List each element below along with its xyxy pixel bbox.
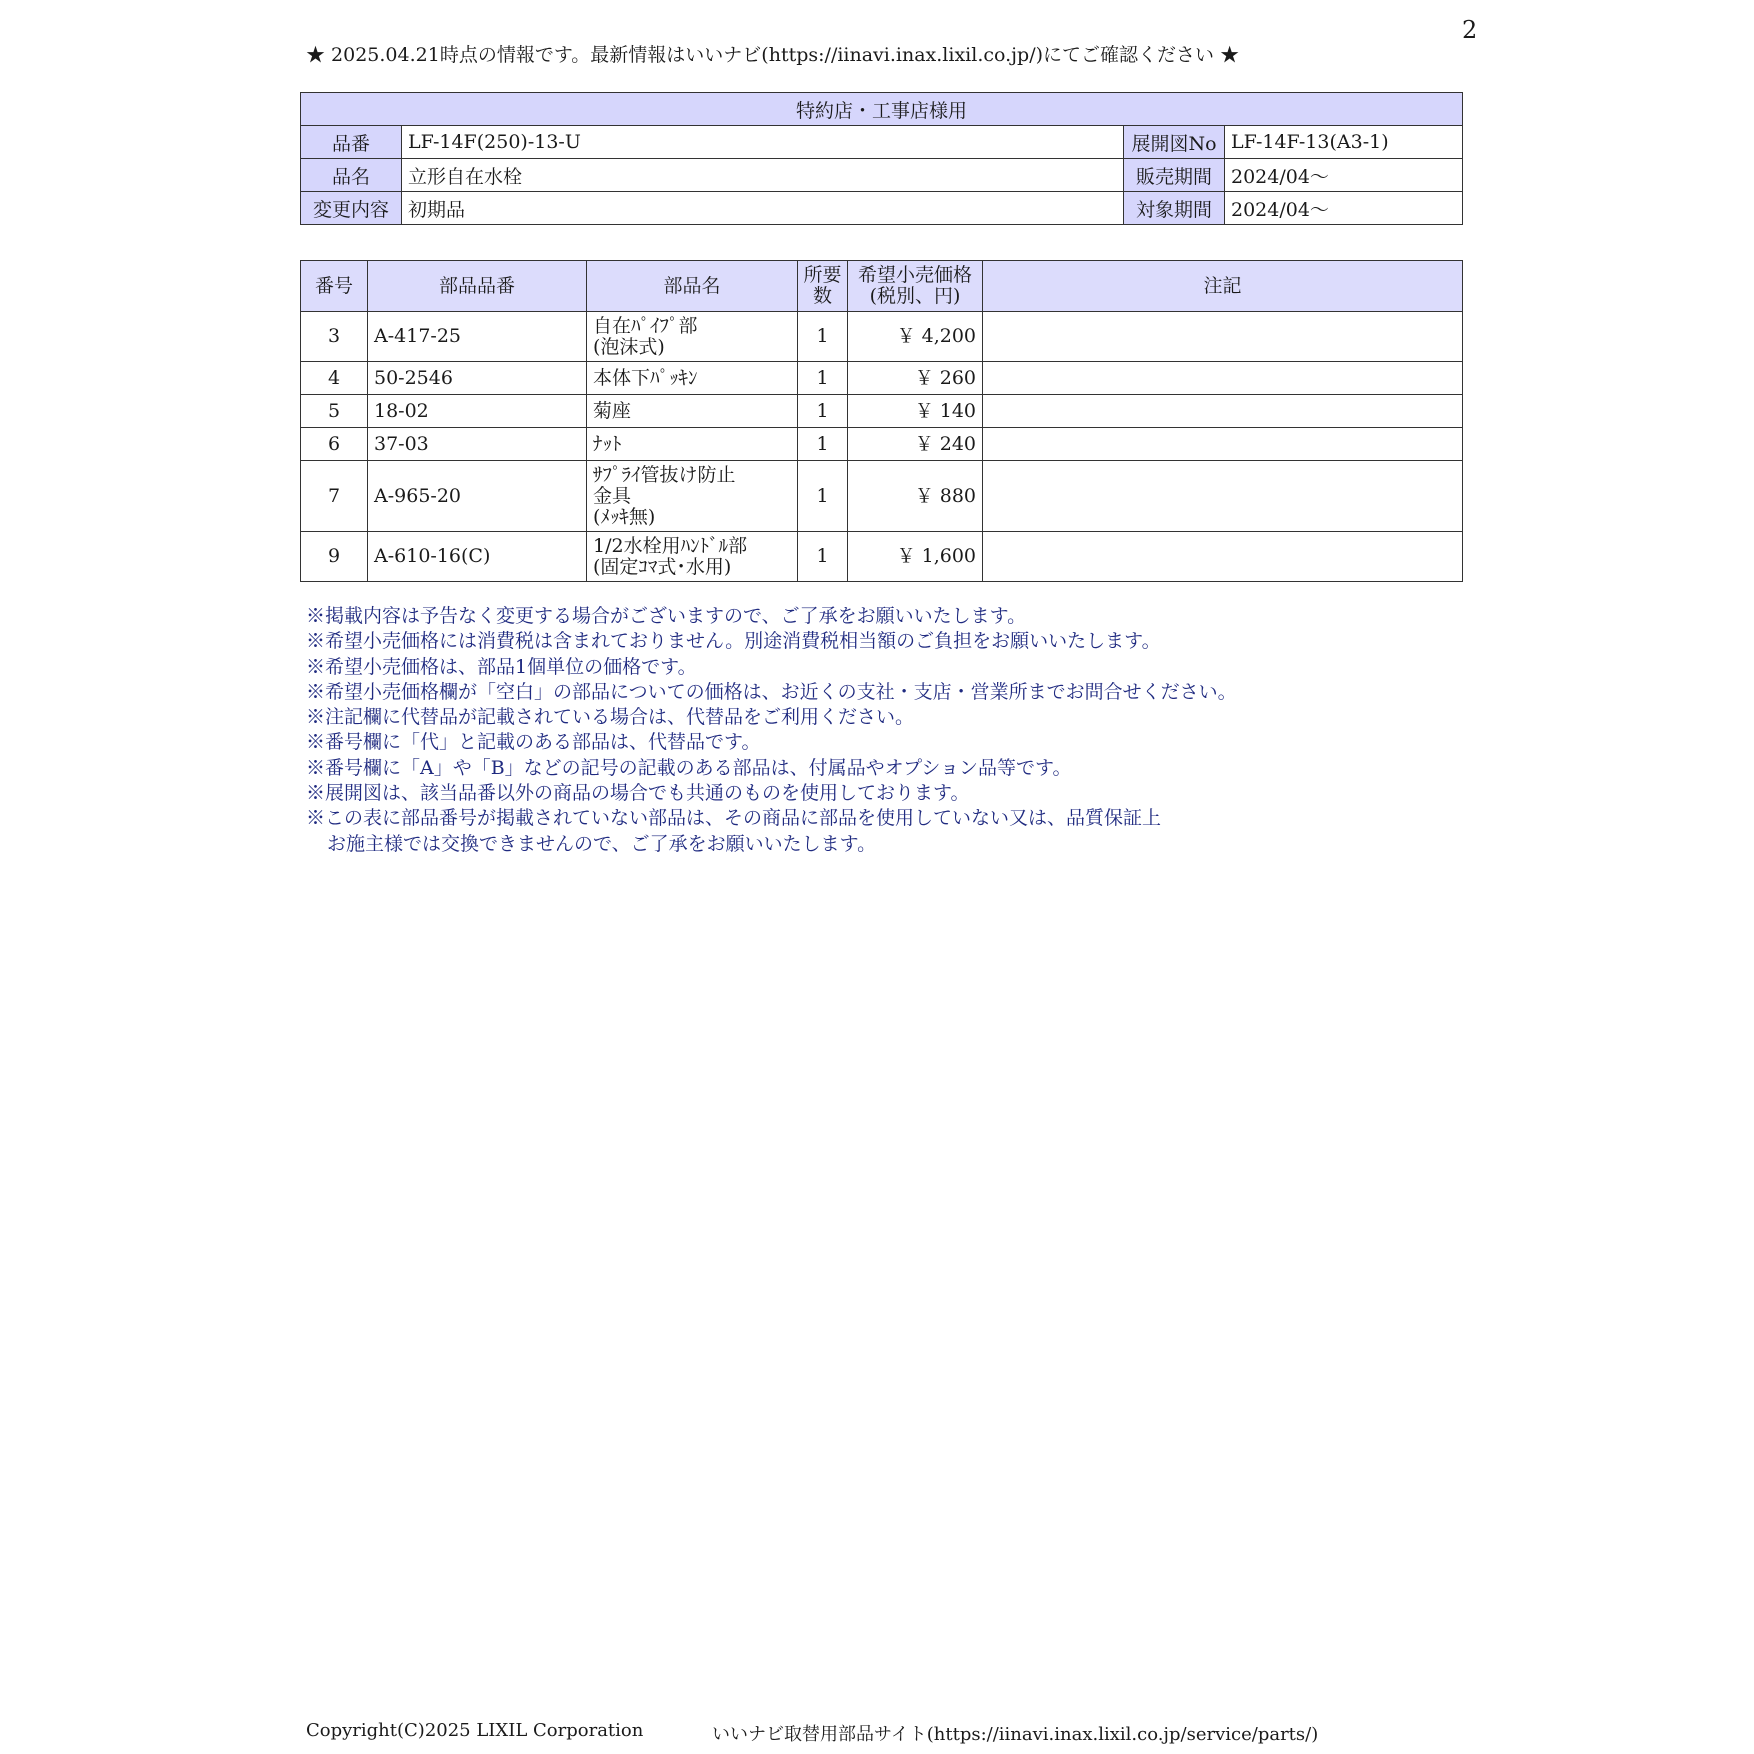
table-row [301,532,1463,582]
note-line: ※掲載内容は予告なく変更する場合がございますので、ご了承をお願いいたします。 [306,605,1027,627]
notes-section [306,604,1237,857]
row-no: 3 [301,312,368,362]
row-price: ￥ 260 [848,362,983,395]
row-part-code: A-965-20 [368,461,587,532]
row-note [983,312,1463,362]
page-number: 2 [1462,16,1478,44]
table-row [301,312,1463,362]
row-part-code: A-610-16(C) [368,532,587,582]
row-qty: 1 [798,395,848,428]
product-code-value: LF-14F(250)-13-U [402,126,1124,159]
note-line: ※希望小売価格欄が「空白」の部品についての価格は、お近くの支社・支店・営業所までお問合せください。 [306,680,1237,703]
row-note [983,395,1463,428]
diagram-no-value: LF-14F-13(A3-1) [1225,126,1463,159]
change-value: 初期品 [402,192,1124,225]
row-price: ￥ 140 [848,395,983,428]
product-code-label: 品番 [301,126,402,159]
table-row [301,428,1463,461]
row-price: ￥ 880 [848,461,983,532]
row-part-name: 本体下ﾊﾟｯｷﾝ [587,362,798,395]
row-no: 5 [301,395,368,428]
table-row [301,362,1463,395]
note-line: ※この表に部品番号が掲載されていない部品は、その商品に部品を使用していない又は、品質保証上 [306,807,1162,830]
row-no: 4 [301,362,368,395]
change-label: 変更内容 [301,192,402,225]
target-period-label: 対象期間 [1124,192,1225,225]
row-part-code: 50-2546 [368,362,587,395]
row-price: ￥ 240 [848,428,983,461]
row-part-name: 菊座 [587,395,798,428]
parts-table [300,260,1463,582]
diagram-no-label: 展開図No [1124,126,1225,159]
row-qty: 1 [798,532,848,582]
note-line: ※展開図は、該当品番以外の商品の場合でも共通のものを使用しております。 [306,782,970,805]
header-part-code: 部品品番 [368,261,587,312]
row-note [983,532,1463,582]
note-line: ※注記欄に代替品が記載されている場合は、代替品をご利用ください。 [306,706,915,729]
row-qty: 1 [798,312,848,362]
product-info-table [300,92,1463,225]
row-part-code: 37-03 [368,428,587,461]
row-part-name: ﾅｯﾄ [587,428,798,461]
note-line: ※番号欄に「A」や「B」などの記号の記載のある部品は、付属品やオプション品等です。 [306,756,1072,779]
info-table-title: 特約店・工事店様用 [301,93,1463,126]
row-no: 7 [301,461,368,532]
row-part-name: 自在ﾊﾟｲﾌﾟ部 (泡沫式) [587,312,798,362]
header-no: 番号 [301,261,368,312]
header-part-name: 部品名 [587,261,798,312]
row-qty: 1 [798,428,848,461]
row-part-name: ｻﾌﾟﾗｲ管抜け防止 金具 (ﾒｯｷ無) [587,461,798,532]
row-note [983,428,1463,461]
header-price: 希望小売価格(税別、円) [848,261,983,312]
row-price: ￥ 4,200 [848,312,983,362]
row-qty: 1 [798,461,848,532]
product-name-label: 品名 [301,159,402,192]
row-price: ￥ 1,600 [848,532,983,582]
row-part-code: 18-02 [368,395,587,428]
target-period-value: 2024/04〜 [1225,192,1463,225]
row-part-name: 1/2水栓用ﾊﾝﾄﾞﾙ部 (固定ｺﾏ式･水用) [587,532,798,582]
note-line: ※希望小売価格は、部品1個単位の価格です。 [306,655,697,678]
table-row [301,395,1463,428]
sale-period-label: 販売期間 [1124,159,1225,192]
note-line: ※番号欄に「代」と記載のある部品は、代替品です。 [306,731,761,754]
header-note: 注記 [983,261,1463,312]
note-line: ※希望小売価格には消費税は含まれておりません。別途消費税相当額のご負担をお願いいたします。 [306,630,1161,653]
row-part-code: A-417-25 [368,312,587,362]
sale-period-value: 2024/04〜 [1225,159,1463,192]
row-note [983,461,1463,532]
row-no: 9 [301,532,368,582]
table-row [301,461,1463,532]
row-no: 6 [301,428,368,461]
row-qty: 1 [798,362,848,395]
product-name-value: 立形自在水栓 [402,159,1124,192]
row-note [983,362,1463,395]
note-line-continued: お施主様では交換できませんので、ご了承をお願いいたします。 [327,832,877,855]
header-qty: 所要数 [798,261,848,312]
info-notice: ★ 2025.04.21時点の情報です。最新情報はいいナビ(https://iinavi.inax.lixil.co.jp/)にてご確認ください ★ [306,44,1240,66]
footer-site-link[interactable]: いいナビ取替用部品サイト(https://iinavi.inax.lixil.co.jp/service/parts/) [712,1724,1319,1745]
footer-copyright: Copyright(C)2025 LIXIL Corporation [306,1720,644,1741]
